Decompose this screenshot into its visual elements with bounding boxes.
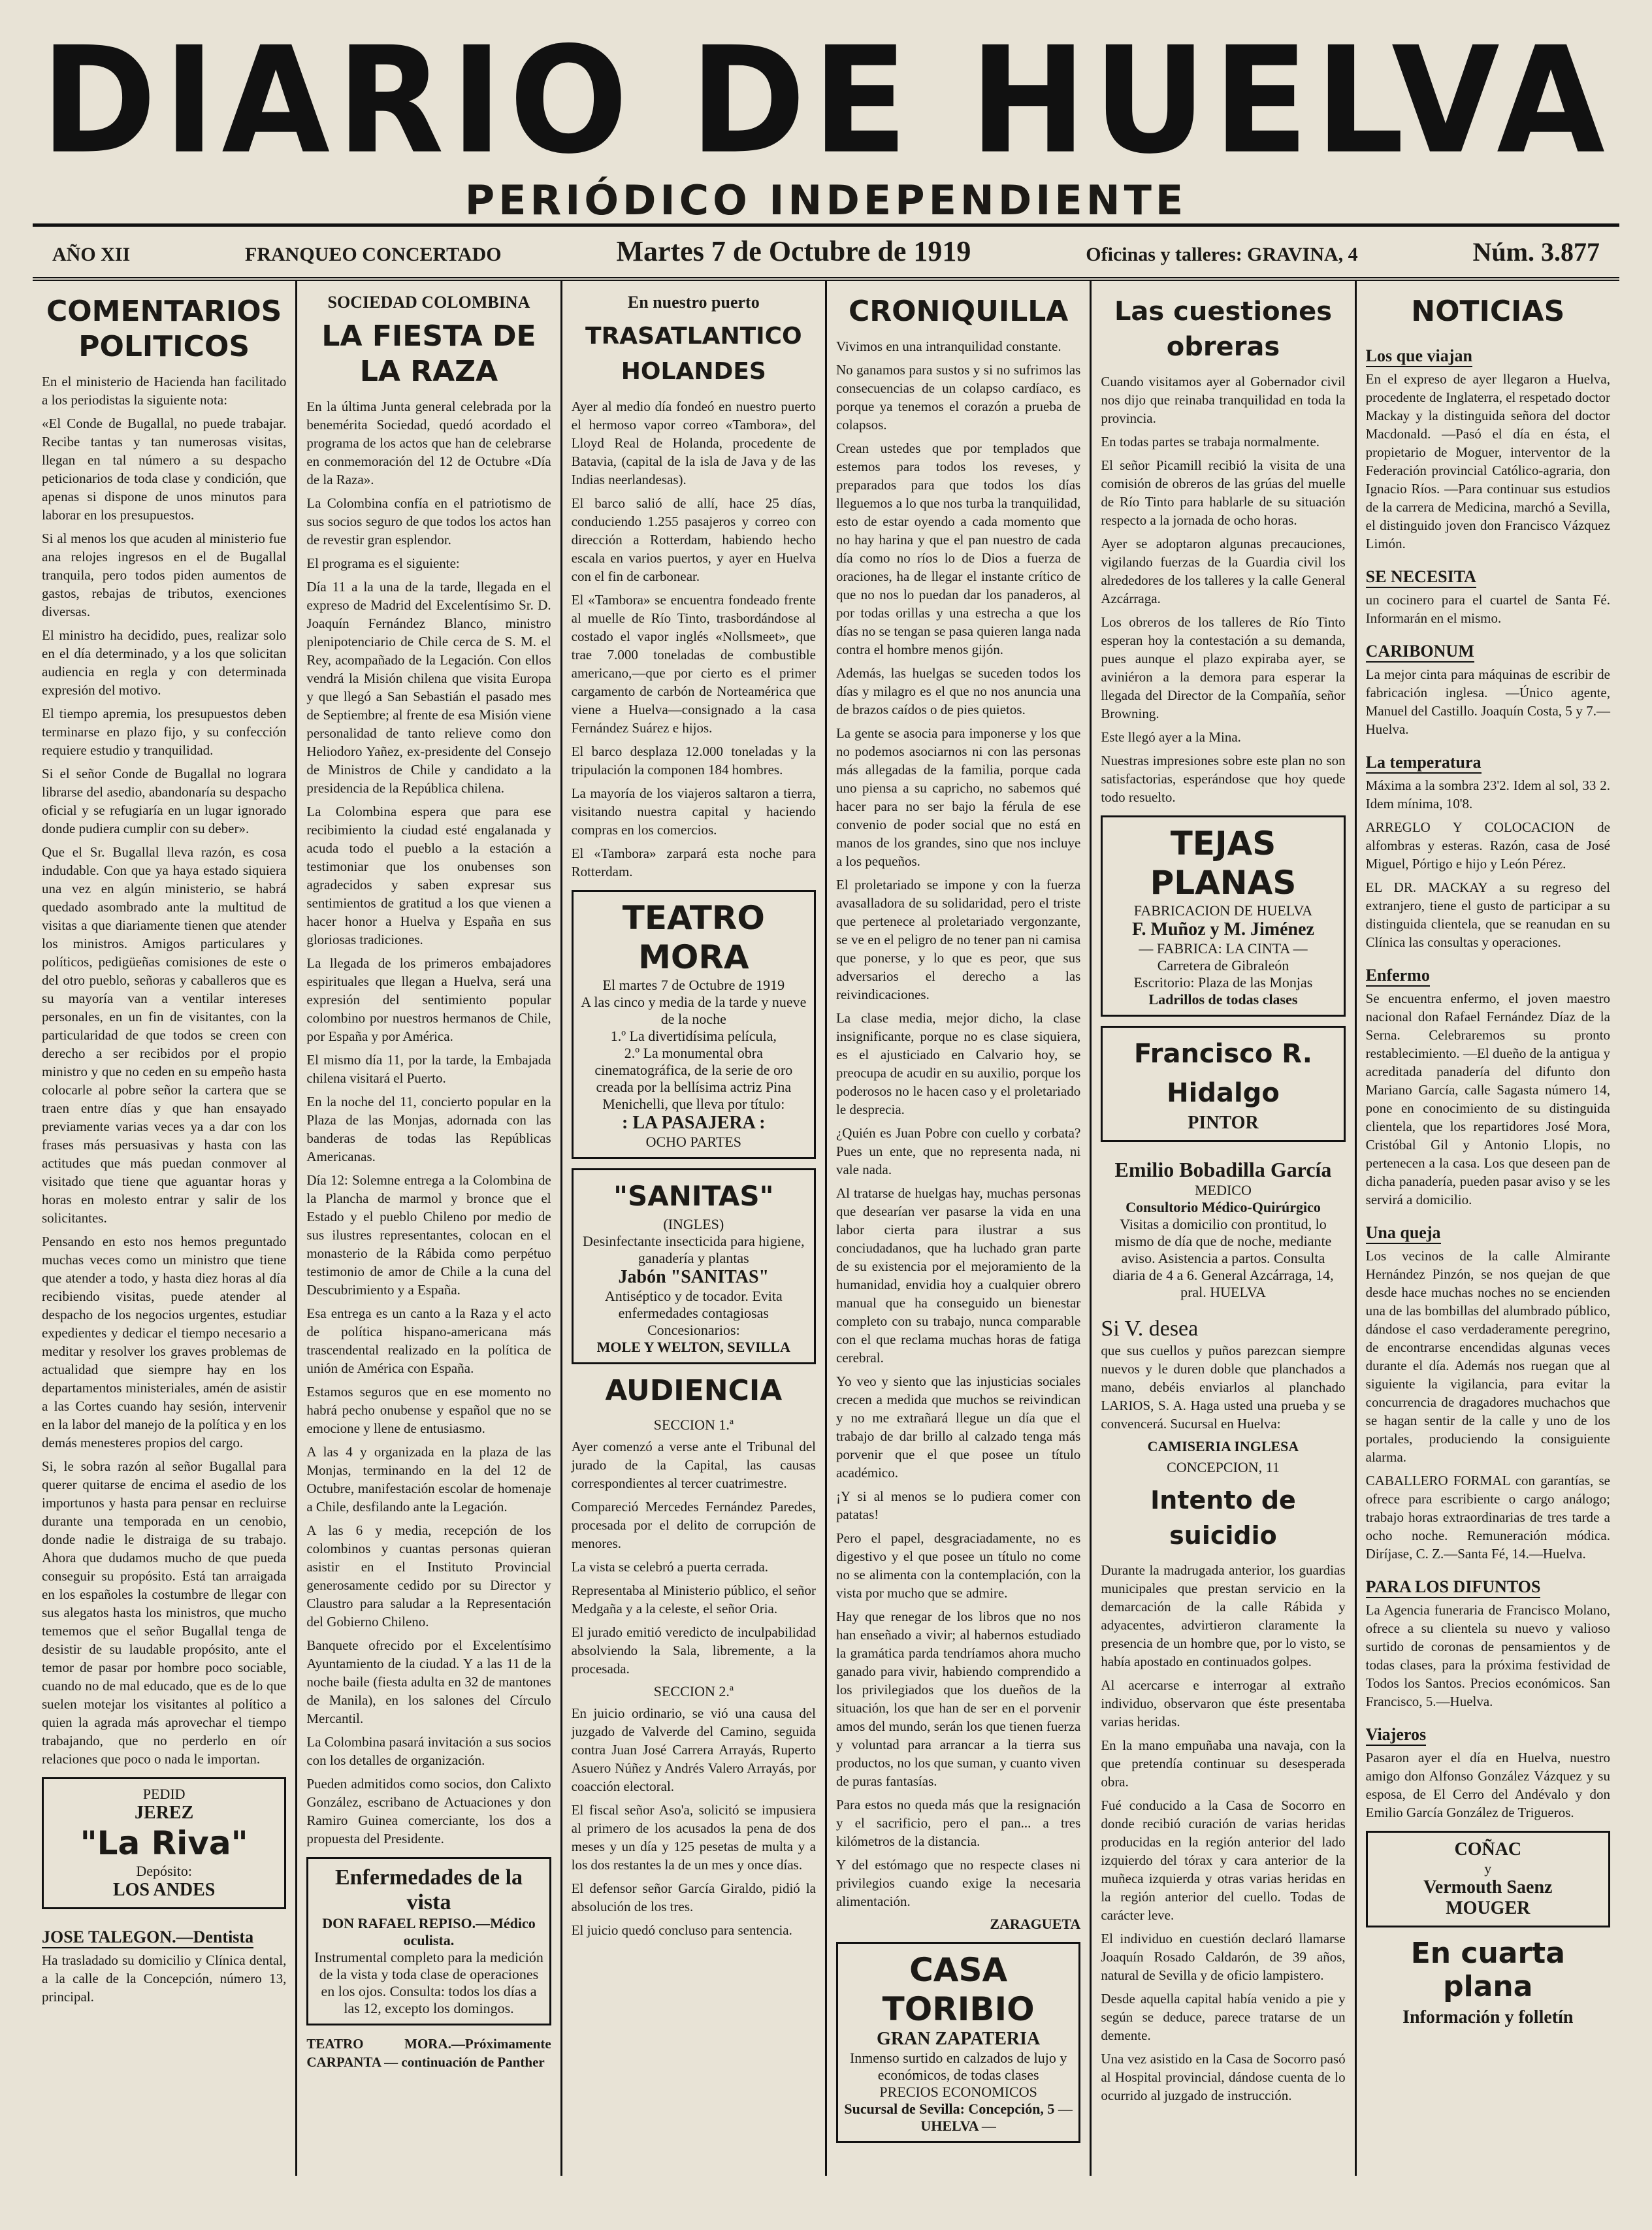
sidesea-address: CONCEPCION, 11 <box>1167 1459 1280 1475</box>
paragraph: En juicio ordinario, se vió una causa del juzgado de Valverde del Camino, seguida contra Juan José Carrera Arrayás, Ruperto Asuero Núñez y Andrés Valero Arrayás, por coacción electoral. <box>571 1705 816 1794</box>
paragraph: Los obreros de los talleres de Río Tinto esperan hoy la contestación a su demanda, pues aunque el plazo expiraba ayer, se aviniéron a la demora para esperar la llegada del Director de la Compañía, señor Browning. <box>1101 614 1346 721</box>
sanitas-title: "SANITAS" <box>613 1180 774 1212</box>
paragraph: Pensando en esto nos hemos preguntado muchas veces como un ministro que tiene que atender a todo, y hasta diez horas al día recibiendo visitas, puede atender al despacho de los negocios urgentes, estudiar expedientes y dedicar el tiempo necesario a meditar y resolver los graves problemas de actualidad que siempre hay en los departamentos ministeriales, amén de asistir a las Cortes cuando hay sesión, intervenir en la labor del manejo de la política y en los demás menesteres propios del cargo. <box>42 1234 287 1451</box>
teatro-note: TEATRO MORA.—Próximamente CARPANTA — continuación de Panther <box>306 2036 551 2070</box>
col3-article <box>572 397 816 881</box>
paragraph: El tiempo apremia, los presupuestos deben terminarse en plazo fijo, y su confección requiere estudio y tranquilidad. <box>42 706 287 758</box>
paragraph: A las 6 y media, recepción de los colombinos y cuantas personas quieran asistir en el Instituto Provincial generosamente cedido por su Director y Claustro para saludar a la Representación del Gobierno Chileno. <box>306 1522 551 1630</box>
paragraph: Ayer se adoptaron algunas precauciones, vigilando fuerzas de la Guardia civil los alrededores de los talleres y la calle General Azcárraga. <box>1101 536 1346 606</box>
paragraph: Una vez asistido en la Casa de Socorro pasó al Hospital provincial, dándose cuenta de lo ocurrido al juzgado de instrucción. <box>1101 2051 1346 2103</box>
paragraph: Fué conducido a la Casa de Socorro en donde recibió curación de varias heridas producidas en la región anterior del lado izquierdo del tórax y cara anterior de la muñeca izquierda y otras varias heridas en la región anterior del cuello. Todas de carácter leve. <box>1101 1797 1346 1923</box>
paragraph: En el ministerio de Hacienda han facilitado a los periodistas la siguiente nota: <box>42 374 287 408</box>
ad-conac <box>1366 1831 1610 1927</box>
paragraph: ¿Quién es Juan Pobre con cuello y corbata? Pues un ente, que no representa nada, ni vale nada. <box>835 1125 1081 1177</box>
toribio-text: Inmenso surtido en calzados de lujo y económicos, de todas clases <box>849 2050 1067 2083</box>
paragraph: La mayoría de los viajeros saltaron a tierra, visitando nuestra capital y haciendo compras en los comercios. <box>571 785 816 838</box>
teatro-p1: A las cinco y media de la tarde y nueve de la noche <box>581 994 807 1027</box>
news-section-title: Los que viajan <box>1366 346 1472 367</box>
news-section-text: CABALLERO FORMAL con garantías, se ofrece para escribiente o cargo análogo; trabajo horas extraordinarias de tres tarde a ocho noche. Remuneración módica. Diríjase, C. Z.—Santa Fé, 14.—Huelva. <box>1365 1473 1610 1562</box>
paragraph: La vista se celebró a puerta cerrada. <box>571 1559 769 1575</box>
seccion-2: SECCION 2.ª <box>653 1683 734 1699</box>
headline-trasatlantico: TRASATLANTICO HOLANDES <box>585 323 802 385</box>
croniquilla-signature: ZARAGUETA <box>990 1916 1081 1932</box>
column-6 <box>1357 281 1619 2176</box>
paragraph: En la última Junta general celebrada por la benemérita Sociedad, quedó acordado el programa de los actos que han de celebrarse en conmemoración del 12 de Octubre «Día de la Raza». <box>306 399 551 487</box>
masthead-title: DIARIO DE HUELVA <box>40 15 1612 187</box>
year-label: AÑO XII <box>52 244 131 265</box>
ad-si-desea <box>1101 1317 1345 1476</box>
toribio-title: CASA TORIBIO <box>882 1951 1035 2028</box>
paragraph: En todas partes se trabaja normalmente. <box>1101 434 1320 450</box>
paragraph: Pueden admitidos como socios, don Calixto González, escribano de Actuaciones y don Ramiro Guinea comerciante, los dos a propuesta del Presidente. <box>306 1776 551 1846</box>
ad-tejas-planas <box>1101 815 1345 1017</box>
mouger-title: MOUGER <box>1446 1898 1531 1918</box>
paragraph: Ayer comenzó a verse ante el Tribunal del jurado de la Capital, las causas correspondientes al tercer cuatrimestre. <box>571 1439 816 1491</box>
conac-title: COÑAC <box>1454 1839 1522 1860</box>
paragraph: Día 11 a la una de la tarde, llegada en el expreso de Madrid del Excelentísimo Sr. D. Joaquín Fernández Blanco, ministro plenipotenciario de Chile cerca de S. M. el Rey, acompañado de la Legación. Con ellos vendrá la Misión chilena que visita Europa y que llegó a San Sebastián el pasado mes de Septiembre; al frente de esa Misión viene personalidad de tanto relieve como don Heliodoro Yañez, ex-presidente del Consejo de Ministros de Chile y candidato a la presidencia de la República chilena. <box>306 579 551 796</box>
teatro-date: El martes 7 de Octubre de 1919 <box>602 977 785 993</box>
news-section-title: SE NECESITA <box>1366 567 1476 588</box>
news-section-text: EL DR. MACKAY a su regreso del extranjero, tiene el gusto de participar a su distinguida clientela, que se reanudan en su Clínica las consultas y operaciones. <box>1365 879 1610 950</box>
ad-hidalgo <box>1101 1026 1345 1142</box>
ad-la-riva-brand: "La Riva" <box>80 1824 248 1862</box>
ad-la-riva-dep: Depósito: <box>136 1863 192 1879</box>
paragraph: Y del estómago que no respecte clases ni privilegios cuando exige la necesaria alimentación. <box>835 1857 1081 1909</box>
tejas-fabrica: — FABRICA: LA CINTA — <box>1139 940 1308 957</box>
headline-fiesta-raza: LA FIESTA DE LA RAZA <box>321 320 536 388</box>
issue-date: Martes 7 de Octubre de 1919 <box>616 235 971 267</box>
paragraph: Al acercarse e interrogar al extraño individuo, observaron que éste presentaba varias heridas. <box>1101 1677 1346 1730</box>
audiencia-sec1 <box>572 1437 816 1678</box>
ad-la-riva <box>42 1777 286 1909</box>
col5-article <box>1101 372 1345 806</box>
teatro-title: TEATRO MORA <box>622 899 765 976</box>
paragraph: La Colombina pasará invitación a sus socios con los detalles de organización. <box>306 1734 551 1768</box>
column-3 <box>562 281 827 2176</box>
paragraph: El proletariado se impone y con la fuerza avasalladora de su solidaridad, pero el triste que pertenece al proletariado vergonzante, se ve en el peligro de no tener pan ni camisa que ponerse, y lo que es peor, que sus adversarios el derecho a las reivindicaciones. <box>835 877 1081 1002</box>
hidalgo-role: PINTOR <box>1188 1113 1259 1133</box>
paragraph: Nuestras impresiones sobre este plan no son satisfactorias, esperándose que hoy quede todo resuelto. <box>1101 753 1346 805</box>
paragraph: Si, le sobra razón al señor Bugallal para querer quitarse de encima el asedio de los importunos y hasta para pensar en recluirse durante una temporada en un cenobio, donde nadie le distraiga de su trabajo. Ahora que dudamos mucho de que pueda conseguir su propósito. Está tan arraigada en los españoles la costumbre de llegar con sus alegatos hasta los ministros, que mucho tememos que el señor Bugallal tenga de desistir de su laudable propósito, ante el temor de pasar por hombre poco sociable, cuando no de mal educado, que es de lo que suelen motejar los visitantes al político a quien la agrada más aprovechar el tiempo trabajando, que no perderlo en oír relaciones que poco o nada le importan. <box>42 1458 287 1767</box>
paragraph: Si el señor Conde de Bugallal no lograra librarse del asedio, abandonaría su despacho oficial y se refugiaría en un lugar ignorado donde pudiera cumplir con su deber». <box>42 766 287 836</box>
paragraph: No ganamos para sustos y si no sufrimos las consecuencias de un colapso cardíaco, es porque ya tenemos el corazón a prueba de colapsos. <box>835 362 1081 433</box>
tejas-title: TEJAS PLANAS <box>1150 825 1297 902</box>
headline-croniquilla: CRONIQUILLA <box>848 295 1069 328</box>
film-title: : LA PASAJERA : <box>622 1113 766 1133</box>
paragraph: El defensor señor García Giraldo, pidió la absolución de los tres. <box>571 1880 816 1914</box>
col4-article <box>836 337 1080 1910</box>
paragraph: Este llegó ayer a la Mina. <box>1101 729 1241 745</box>
ad-sanitas <box>572 1168 816 1364</box>
jabon-title: Jabón "SANITAS" <box>618 1267 769 1287</box>
ad-la-riva-wine: JEREZ <box>135 1803 194 1823</box>
vermouth-title: Vermouth Saenz <box>1423 1877 1553 1897</box>
teatro-p2: 1.º La divertidísima película, <box>610 1028 777 1044</box>
news-section-title: La temperatura <box>1366 753 1482 774</box>
paragraph: Durante la madrugada anterior, los guardias municipales que prestan servicio en la demarcación de la calle Rábida y adyacentes, advirtieron claramente la presencia de un hombre que, por lo visto, se había apostado en continuados golpes. <box>1101 1562 1346 1669</box>
tejas-bricks: Ladrillos de todas clases <box>1148 991 1298 1008</box>
headline-audiencia: AUDIENCIA <box>605 1374 783 1407</box>
toribio-address: Sucursal de Sevilla: Concepción, 5 — UHELVA — <box>844 2101 1073 2134</box>
paragraph: Cuando visitamos ayer al Gobernador civil nos dijo que reinaba tranquilidad en toda la provincia. <box>1101 374 1346 426</box>
paragraph: «El Conde de Bugallal, no puede trabajar. Recibe tantas y tan numerosas visitas, llegan en tal número a su despacho peticionarios de toda clase y condición, que apenas si dispone de unos minutos para laborar en los presupuestos. <box>42 416 287 523</box>
vista-text: Instrumental completo para la medición de la vista y toda clase de operaciones en los ojos. Consulta: todos los días a las 12, excepto los domingos. <box>314 1949 543 2016</box>
vista-heading: Enfermedades de la vista <box>334 1865 523 1914</box>
paragraph: El programa es el siguiente: <box>306 555 460 571</box>
paragraph: En la mano empuñaba una navaja, con la que pretendía continuar su desesperada obra. <box>1101 1737 1346 1790</box>
paragraph: Desde aquella capital había venido a pie y según se deduce, parece tratarse de un demente. <box>1101 1991 1346 2043</box>
suicidio-article <box>1101 1561 1345 2105</box>
conces-name: MOLE Y WELTON, SEVILLA <box>596 1339 790 1355</box>
sidesea-text: que sus cuellos y puños parezcan siempre nuevos y le duren doble que planchados a mano, debéis enviarlos al planchado LARIOS, S. A. Haga usted una prueba y se convencerá. Sucursal en Huelva: <box>1101 1343 1346 1432</box>
offices-label: Oficinas y talleres: GRAVINA, 4 <box>1086 244 1358 265</box>
bobadilla-name: Emilio Bobadilla García <box>1114 1158 1332 1181</box>
paragraph: El juicio quedó concluso para sentencia. <box>571 1922 792 1938</box>
columns <box>33 277 1619 2176</box>
noticias-sections <box>1366 337 1610 1822</box>
dentist-heading: JOSE TALEGON.—Dentista <box>42 1927 253 1948</box>
paragraph: A las 4 y organizada en la plaza de las Monjas, terminando en la del 12 de Octubre, manifestación escolar de homenaje a Chile, desfilando ante la Legación. <box>306 1444 551 1515</box>
paragraph: Esa entrega es un canto a la Raza y el acto de política hispano-americana más trascendental realizado en la política de unión de América con España. <box>306 1305 551 1376</box>
news-section-text: La mejor cinta para máquinas de escribir de fabricación inglesa. —Único agente, Manuel del Castillo. Joaquín Costa, 5 y 7.—Huelva. <box>1365 666 1610 737</box>
news-section-title: Viajeros <box>1366 1725 1426 1746</box>
tejas-office: Escritorio: Plaza de las Monjas <box>1133 974 1313 991</box>
paragraph: La Colombina espera que para ese recibimiento la ciudad esté engalanada y acuda todo el pueblo a la estación a testimoniar que los onubenses son agradecidos y saben expresar sus sentimientos de gratitud a los que vienen a hacer honor a Huelva y España en sus gloriosas tradiciones. <box>306 804 551 947</box>
paragraph: El barco desplaza 12.000 toneladas y la tripulación la componen 184 hombres. <box>571 744 816 778</box>
sanitas-text: Desinfectante insecticida para higiene, ganadería y plantas <box>583 1233 805 1266</box>
news-section-text: Los vecinos de la calle Almirante Hernández Pinzón, se nos quejan de que desde hace muchas noches no se encienden una de las bombillas del alumbrado público, dándose el caso verdaderamente peregrino, de encontrarse encendidas algunas veces durante el día. Además nos ruegan que al siguiente la vigilancia, para evitar la concurrencia de dragadores muchachos que se hagan sentir de la calle y uno de los portales, produciendo la consiguiente alarma. <box>1365 1248 1610 1465</box>
paragraph: El fiscal señor Aso'a, solicitó se impusiera al primero de los acusados la pena de dos meses y un día y 125 pesetas de multa y a los dos restantes la de un mes y once días. <box>571 1802 816 1873</box>
paragraph: El individuo en cuestión declaró llamarse Joaquín Rosado Caldarón, de 39 años, natural de Sevilla y de oficio lampistero. <box>1101 1931 1346 1983</box>
kicker-puerto: En nuestro puerto <box>627 293 760 312</box>
col2-article <box>306 397 551 1848</box>
paragraph: Hay que renegar de los libros que no nos han enseñado a vivir; al habernos estudiado la gramática parda tendríamos ahora mucho ganado para vivir, habiendo comprendido a los privilegiados que los dueños de la situación, los que han de ser en el porvenir amos del mundo, serán los que tienen fuerza y voluntad para arrancar a la tierra sus productos, no los que suman, y cuanto viven de puras fantasías. <box>835 1609 1081 1789</box>
news-section-title: CARIBONUM <box>1366 642 1474 663</box>
paragraph: Vivimos en una intranquilidad constante. <box>835 338 1061 354</box>
masthead-subtitle: PERIÓDICO INDEPENDIENTE <box>464 176 1188 224</box>
paragraph: Pero el papel, desgraciadamente, no es digestivo y el que posee un título no come no se alimenta con la contemplación, con la vista por mucho que se admire. <box>835 1530 1081 1601</box>
cuarta-plana-sub: Información y folletín <box>1402 2007 1574 2027</box>
headline-suicidio: Intento de suicidio <box>1150 1486 1296 1550</box>
dentist-text: Ha trasladado su domicilio y Clínica dental, a la calle de la Concepción, número 13, principal. <box>42 1952 287 2005</box>
paragraph: En la noche del 11, concierto popular en la Plaza de las Monjas, adornada con las banderas de todas las Repúblicas Americanas. <box>306 1094 551 1164</box>
paragraph: Al tratarse de huelgas hay, muchas personas que desearían ver pasarse la vida en una labor cierta para ilustrar a sus conciudadanos, que ha luchado gran parte de su existencia por el mejoramiento de la humanidad, envidia hoy a cualquier obrero manual que ha conseguido un bienestar completo con su trabajo, nunca comparable con el que reclama muchas horas de fatiga cerebral. <box>835 1185 1081 1366</box>
news-section-text: un cocinero para el cuartel de Santa Fé. Informarán en el mismo. <box>1365 592 1610 626</box>
paragraph: Crean ustedes que por templados que estemos para todos los reveses, y preparados para que todos los días lleguemos a lo que nos turba la tranquilidad, esto de estar oyendo a cada momento que no hay harina y que el pan nuestro de cada día como no ríos lo de Dios a fuerza de oraciones, ha de llegar el instante crítico de que no nos lo puedan dar los panaderos, al por todas orillas y una estrecha a que los días no se tengan se pasa quieren langa nada contra el hombre menos gijón. <box>835 440 1081 657</box>
seccion-1: SECCION 1.ª <box>653 1417 734 1433</box>
audiencia-sec2 <box>572 1704 816 1939</box>
ad-enfermedades-vista <box>306 1857 551 2025</box>
paragraph: Ayer al medio día fondeó en nuestro puerto el hermoso vapor correo «Tambora», del Lloyd Real de Holanda, procedente de Batavia, (capital de la isla de Java y de las Indias neerlandesas). <box>571 399 816 487</box>
tejas-fab: FABRICACION DE HUELVA <box>1133 902 1313 919</box>
issue-number: Núm. 3.877 <box>1472 237 1600 267</box>
bobadilla-role: MEDICO <box>1195 1182 1252 1198</box>
bobadilla-consult: Consultorio Médico-Quirúrgico <box>1126 1199 1321 1215</box>
paragraph: Además, las huelgas se suceden todos los días y milagro es el que no nos anuncia una de brazos caídos o de pies quietos. <box>835 665 1081 717</box>
paragraph: El señor Picamill recibió la visita de una comisión de obreros de las grúas del muelle de Río Tinto para hablarle de su situación respecto a la jornada de ocho horas. <box>1101 457 1346 528</box>
ad-la-riva-place: LOS ANDES <box>112 1880 216 1900</box>
paragraph: El mismo día 11, por la tarde, la Embajada chilena visitará el Puerto. <box>306 1052 551 1086</box>
paragraph: Representaba al Ministerio público, el señor Medgaña y a la celeste, el señor Oria. <box>571 1582 816 1616</box>
col1-article <box>42 372 286 1768</box>
toribio-sub: GRAN ZAPATERIA <box>877 2029 1041 2049</box>
tejas-owner: F. Muñoz y M. Jiménez <box>1132 919 1314 940</box>
masthead-rule <box>33 223 1619 227</box>
jabon-text: Antiséptico y de tocador. Evita enfermedades contagiosas <box>604 1288 783 1321</box>
news-section-title: Enfermo <box>1366 966 1430 987</box>
paragraph: Para estos no queda más que la resignación y el sacrificio, pero el pan... a tres kilómetros de la distancia. <box>835 1797 1081 1849</box>
paragraph: Banquete ofrecido por el Excelentísimo Ayuntamiento de la ciudad. Y a las 11 de la noche baile (fiesta adulta en 32 de mantones de Manila), en los salones del Círculo Mercantil. <box>306 1637 551 1726</box>
teatro-p3: 2.º La monumental obra cinematográfica, de la serie de oro creada por la bellísima actriz Pina Menichelli, que lleva por título: <box>594 1045 793 1112</box>
dateline <box>33 231 1619 272</box>
paragraph: Yo veo y siento que las injusticias sociales crecen a medida que muchos se reivindican y no me extrañará llegue un día que el trabajo de dar brillo al calzado tenga más porvenir que el que posee un título académico. <box>835 1373 1081 1481</box>
news-section-text: Máxima a la sombra 23'2. Idem al sol, 33 2. Idem mínima, 10'8. <box>1365 778 1610 812</box>
column-4 <box>827 281 1092 2176</box>
paragraph: El barco salió de allí, hace 25 días, conduciendo 1.255 pasajeros y correo con dirección a Rotterdam, habiendo hecho escala en varios puertos, y ayer en Huelva con el fin de carbonear. <box>571 495 816 584</box>
conces-label: Concesionarios: <box>647 1322 740 1338</box>
ad-casa-toribio <box>836 1942 1080 2143</box>
conac-y: y <box>1484 1860 1492 1877</box>
toribio-prices: PRECIOS ECONOMICOS <box>879 2084 1037 2100</box>
headline-comentarios: COMENTARIOS POLITICOS <box>46 295 282 363</box>
ad-bobadilla <box>1101 1151 1345 1307</box>
paragraph: ¡Y si al menos se lo pudiera comer con patatas! <box>835 1488 1081 1522</box>
column-1 <box>33 281 297 2176</box>
franqueo-label: FRANQUEO CONCERTADO <box>245 244 502 265</box>
news-section-text: ARREGLO Y COLOCACION de alfombras y esteras. Razón, casa de José Miguel, Pórtigo e hijo y León Pérez. <box>1365 819 1610 872</box>
paragraph: Compareció Mercedes Fernández Paredes, procesada por el delito de corrupción de menores. <box>571 1499 816 1551</box>
news-section-text: En el expreso de ayer llegaron a Huelva, procedente de Inglaterra, el respetado doctor Mackay y la distinguida señora del doctor Macdonald. —Pasó el día en ésta, el propietario de Moguer, interventor de la Federación provincial Católico-agraria, don Ignacio Ríos. —Para continuar sus estudios de la carrera de Medicina, marchó a Sevilla, el distinguido joven don Francisco Vázquez Limón. <box>1365 371 1610 551</box>
ad-la-riva-top: PEDID <box>142 1786 186 1802</box>
sidesea-title: Si V. desea <box>1101 1317 1199 1341</box>
paragraph: Estamos seguros que en ese momento no habrá pecho onubense y español que no se emocione y llene de entusiasmo. <box>306 1384 551 1436</box>
sidesea-shop: CAMISERIA INGLESA <box>1147 1438 1299 1454</box>
paragraph: Que el Sr. Bugallal lleva razón, es cosa indudable. Con que ya haya estado siquiera una vez en algún ministerio, se habrá quedado asombrado ante la multitud de visitas a que diariamente tienen que atender los ministros. Amigos particulares y políticos, pedigüeñas comisiones de este o del otro pueblo, señoras y caballeros que es su mayoría van a ventilar intereses personales, en un fin de visitantes, con la particularidad de que todos se creen con derecho a ser recibidos por el propio ministro y que no ceden en su empeño hasta colocarle al pobre señor la cartera que se traen entre días y que han ensayado previamente varias veces ya a dar con los frases más persuasivas y hasta con las actitudes que más puedan conmover al visitado que tiene que aguantar horas y horas en molesto entrar y salir de los solicitantes. <box>42 844 287 1226</box>
paragraph: Día 12: Solemne entrega a la Colombina de la Plancha de marmol y bronce que el Estado y el pueblo Chileno por medio de sus ilustres representantes, colocan en el monasterio de la Rábida como perpétuo testimonio de amor de Chile a la cuna del Descubrimiento y a España. <box>306 1172 551 1298</box>
ad-teatro-mora <box>572 890 816 1159</box>
hidalgo-name: Francisco R. Hidalgo <box>1133 1039 1312 1108</box>
paragraph: La clase media, mejor dicho, la clase insignificante, porque no es clase siquiera, es el ajusticiado en Calvario hoy, se preocupa de acudir en su auxilio, porque los poderosos no le hacen caso y el proletariado le desprecia. <box>835 1010 1081 1117</box>
news-section-title: PARA LOS DIFUNTOS <box>1366 1577 1541 1598</box>
bobadilla-text: Visitas a domicilio con prontitud, lo mismo de día que de noche, mediante aviso. Asistencia a partos. Consulta diaria de 4 a 6. General Azcárraga, 14, pral. HUELVA <box>1112 1216 1334 1300</box>
paragraph: Si al menos los que acuden al ministerio fue ana relojes ingresos en el de Bugallal tranquila, pero todos piden aumentos de gastos, rebajas de tributos, exenciones diversas. <box>42 531 287 619</box>
headline-noticias: NOTICIAS <box>1411 295 1565 328</box>
column-2 <box>297 281 562 2176</box>
vista-doctor: DON RAFAEL REPISO.—Médico oculista. <box>322 1915 536 1948</box>
tejas-road: Carretera de Gibraleón <box>1157 957 1289 974</box>
paragraph: El ministro ha decidido, pues, realizar solo en el día determinado, y a los que solicitan audiencia en regla y con determinada expresión del motivo. <box>42 627 287 698</box>
news-section-text: Se encuentra enfermo, el joven maestro nacional don Rafael Fernández Díaz de la Serna. Celebraremos su pronto restablecimiento. —El dueño de la antigua y acreditada panadería del difunto don Mariano García, calle Sagasta número 14, pone en conocimiento de su distinguida clientela, que los repartidores José Mora, Cristóbal Gil y Antonio Llopis, no pertenecen a la casa. Los que deseen pan de dicha panadería, pueden pasar aviso y se les servirá a domicilio. <box>1365 991 1610 1207</box>
paragraph: La gente se asocia para imponerse y los que no podemos asociarnos ni con las personas más allegadas de la familia, porque cada uno piensa a su capricho, no sabemos qué hacer para no ser bajo la férula de ese convenio de poder social que no está en manos de los grandes, sino que nos incluye a los pequeños. <box>835 725 1081 869</box>
paragraph: El «Tambora» zarpará esta noche para Rotterdam. <box>571 845 816 879</box>
paragraph: La llegada de los primeros embajadores espirituales que llegan a Huelva, será una expresión del sentimiento popular colombino por nuestros hermanos de Chile, por España y por América. <box>306 955 551 1044</box>
paragraph: La Colombina confía en el patriotismo de sus socios seguro de que todos los actos han de revestir gran esplendor. <box>306 495 551 548</box>
news-section-text: Pasaron ayer el día en Huelva, nuestro amigo don Alfonso González Vázquez y su esposa, de El Cerro del Andévalo y don Emilio García González de Trigueros. <box>1365 1750 1610 1820</box>
sanitas-sub: (INGLES) <box>663 1216 724 1232</box>
headline-obreras: Las cuestiones obreras <box>1114 297 1333 362</box>
news-section-text: La Agencia funeraria de Francisco Molano, ofrece a su clientela su nuevo y valioso surtido de coronas de pensamientos y de todas clases, para la próxima festividad de Todos los Santos. Precios económicos. San Francisco, 5.—Huelva. <box>1365 1602 1610 1709</box>
film-parts: OCHO PARTES <box>645 1134 742 1150</box>
kicker-sociedad: SOCIEDAD COLOMBINA <box>327 293 530 312</box>
column-5 <box>1092 281 1356 2176</box>
paragraph: El «Tambora» se encuentra fondeado frente al muelle de Río Tinto, trasbordándose al costado el vapor inglés «Nollsmeet», que trae 7.000 toneladas de combustible americano,—que por cierto es el primer cargamento de carbón de Norteamérica que viene a Huelva—consignado a la casa Fernández Suárez e hijos. <box>571 592 816 736</box>
paragraph: El jurado emitió veredicto de inculpabilidad absolviendo la Sala, libremente, a la procesada. <box>571 1624 816 1677</box>
news-section-title: Una queja <box>1366 1223 1441 1244</box>
cuarta-plana: En cuarta plana <box>1410 1937 1565 2003</box>
